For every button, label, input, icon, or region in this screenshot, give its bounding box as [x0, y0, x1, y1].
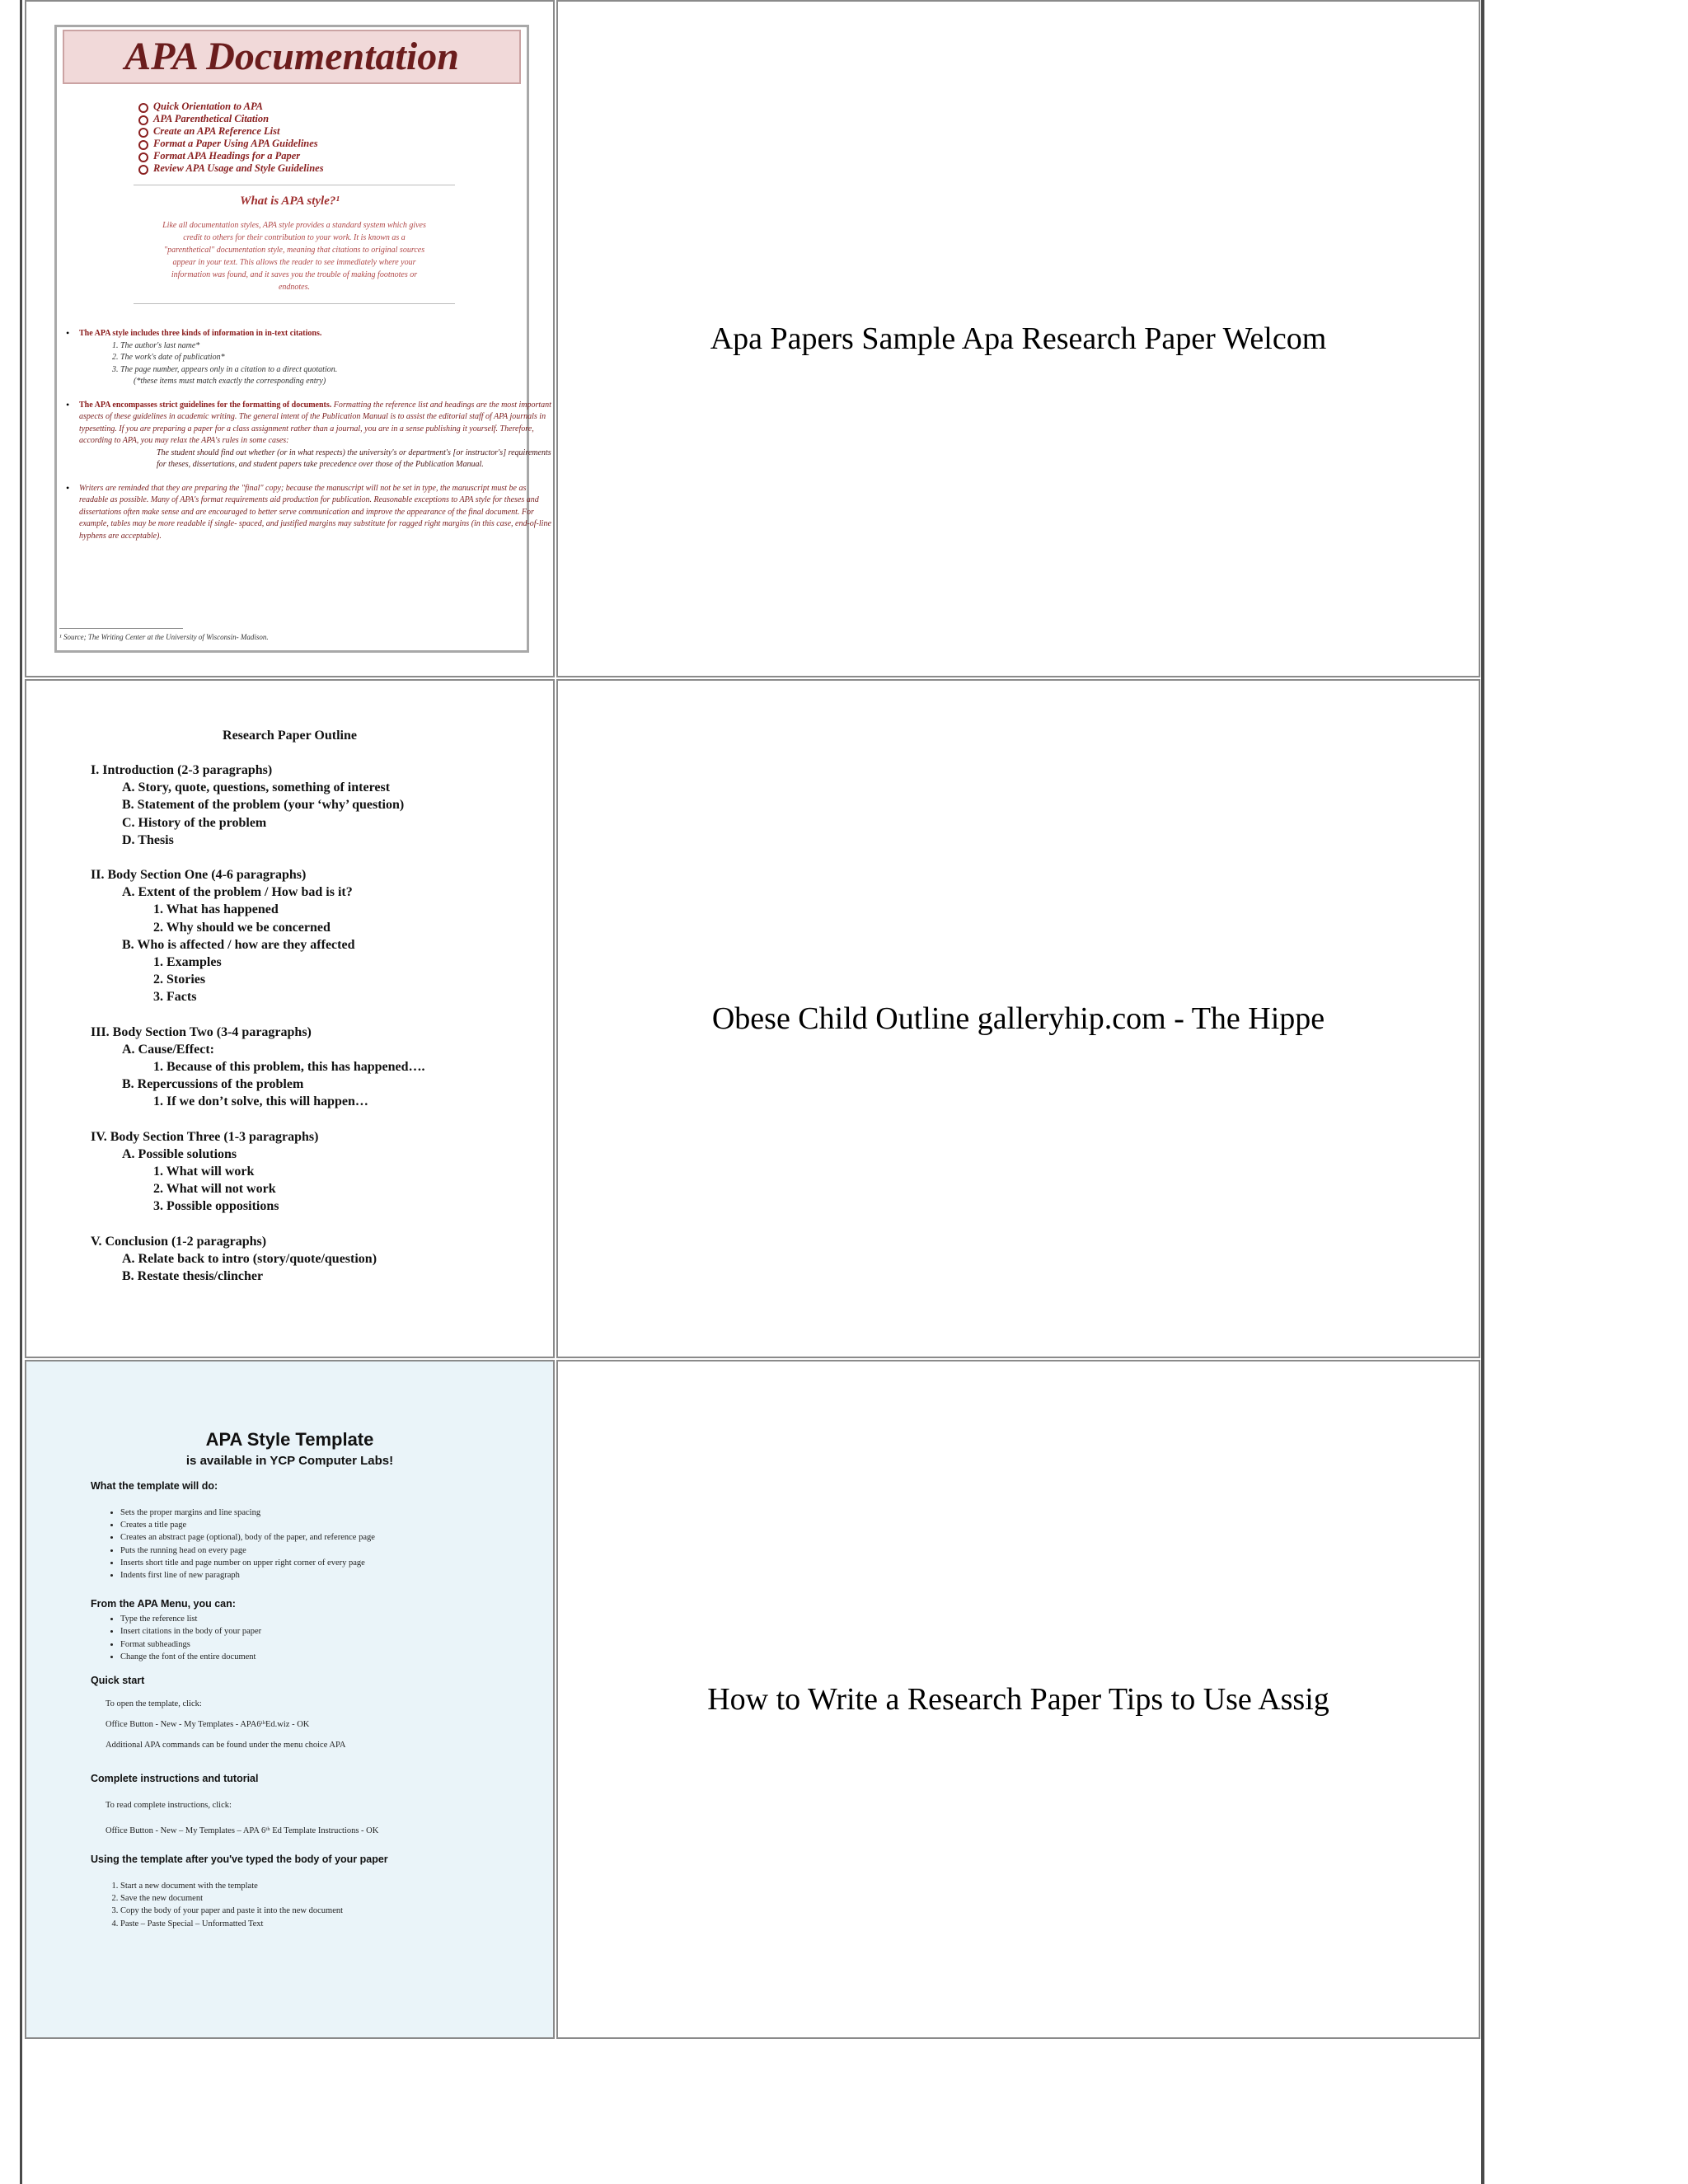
footnote: ¹ Source; The Writing Center at the University of Wisconsin- Madison. [59, 633, 269, 641]
outline-item: 2. Why should we be concerned [153, 920, 331, 935]
image-caption[interactable]: Apa Papers Sample Apa Research Paper Welcom [710, 321, 1327, 356]
outline-item: 2. What will not work [153, 1182, 276, 1197]
instruction-text: To read complete instructions, click: [106, 1801, 232, 1811]
document-title: Research Paper Outline [223, 729, 357, 743]
intro-paragraph: Like all documentation styles, APA style provides a standard system which gives credit to others for their contribution to your work. It is known as a "parenthetical" documentation style, meaning that citations to original sources appear in your text. This allows the reader to see immediately where your information was found, and it saves you the trouble of making footnotes or endnotes. [162, 221, 426, 292]
instruction-text: Office Button - New - My Templates - APA6ᵗʰEd.wiz - OK [106, 1720, 310, 1730]
thumbnail-cell[interactable] [25, 1360, 555, 2039]
list-item: Review APA Usage and Style Guidelines [138, 162, 324, 175]
list-item: • Sets the proper margins and line spacing [120, 1507, 536, 1519]
caption-cell[interactable] [556, 1360, 1480, 2039]
outline-spacer [91, 1216, 425, 1233]
sub-item: (*these items must match exactly the corresponding entry) [134, 377, 326, 386]
outline-item: 3. Possible oppositions [153, 1199, 279, 1214]
list-item: • Format subheadings [120, 1638, 536, 1651]
topic-list [138, 101, 324, 175]
outline-item: 1. If we don’t solve, this will happen… [153, 1094, 368, 1109]
section-heading: Using the template after you've typed the body of your paper [91, 1854, 388, 1866]
section-heading: Quick start [91, 1675, 145, 1687]
section-heading: What the template will do: [91, 1480, 218, 1492]
outline-item: D. Thesis [122, 832, 174, 847]
thumbnail-cell[interactable] [25, 0, 555, 677]
outline-item: B. Who is affected / how are they affected [122, 937, 355, 952]
list-item [66, 328, 552, 388]
document-body [91, 1479, 536, 1930]
list-item: 1. Start a new document with the template [120, 1880, 536, 1892]
outline-item: A. Possible solutions [122, 1146, 237, 1161]
document-title: APA Documentation [63, 30, 521, 84]
feature-list [91, 1507, 536, 1582]
outline-section: III. Body Section Two (3-4 paragraphs) [91, 1024, 312, 1039]
item-text: Formatting the reference list and headings are the most important aspects of these guidelines in academic writing. The general intent of the Publication Manual is to assist the editorial staff of APA journals in typesetting. If you are preparing a paper for a class assignment rather than a journal, you are in a sense publishing it yourself. Therefore, according to APA, you may relax the APA's rules in some cases: [79, 400, 551, 445]
list-item: • Indents first line of new paragraph [120, 1569, 536, 1582]
sub-item: 1. The author's last name* [112, 340, 200, 350]
document-body [66, 328, 552, 554]
apa-documentation-thumbnail [26, 2, 553, 676]
list-item: • Creates a title page [120, 1519, 536, 1531]
outline-item: B. Statement of the problem (your ‘why’ question) [122, 798, 405, 813]
section-heading: From the APA Menu, you can: [91, 1598, 236, 1610]
outline-item: A. Story, quote, questions, something of interest [122, 780, 391, 795]
outline-item: B. Repercussions of the problem [122, 1077, 304, 1092]
list-item: • Type the reference list [120, 1613, 536, 1625]
list-item: Format a Paper Using APA Guidelines [138, 138, 324, 150]
list-item [66, 400, 552, 471]
list-item [66, 483, 552, 543]
list-item: • Insert citations in the body of your paper [120, 1625, 536, 1638]
image-caption[interactable]: Obese Child Outline galleryhip.com - The Hippe [711, 1001, 1325, 1036]
document-title: APA Style Template [205, 1429, 374, 1450]
list-item: Quick Orientation to APA [138, 101, 324, 113]
outline-section: II. Body Section One (4-6 paragraphs) [91, 868, 307, 883]
list-item: 3. Copy the body of your paper and paste it into the new document [120, 1905, 536, 1917]
sub-list [79, 340, 552, 388]
caption-cell[interactable] [556, 679, 1480, 1358]
outline-section: I. Introduction (2-3 paragraphs) [91, 763, 273, 777]
caption-cell[interactable] [556, 0, 1480, 677]
list-item: • Change the font of the entire document [120, 1651, 536, 1663]
outline-spacer [91, 849, 425, 866]
instruction-text: Office Button - New – My Templates – APA 6ᵗʰ Ed Template Instructions - OK [106, 1826, 379, 1836]
item-lead: The APA encompasses strict guidelines for the formatting of documents. [79, 400, 332, 410]
sub-item: 3. The page number, appears only in a citation to a direct quotation. [112, 364, 338, 374]
outline-item: C. History of the problem [122, 815, 267, 830]
list-item: • Inserts short title and page number on upper right corner of every page [120, 1557, 536, 1569]
instruction-text: Additional APA commands can be found under the menu choice APA [106, 1741, 346, 1750]
outline-item: 1. What will work [153, 1165, 255, 1179]
gallery-row [25, 1360, 1480, 2039]
research-outline-thumbnail [26, 681, 553, 1357]
indented-quote [79, 448, 552, 471]
outline-item: 1. Because of this problem, this has happened…. [153, 1060, 425, 1075]
outline-list [91, 762, 425, 1285]
list-item: Create an APA Reference List [138, 125, 324, 138]
outline-item: A. Cause/Effect: [122, 1042, 214, 1057]
outline-item: B. Restate thesis/clincher [122, 1269, 264, 1284]
quote-text: The student should find out whether (or in what respects) the university's or department's [or instructor's] requirements for theses, dissertations, and student papers take precedence over those of the Publication Manual. [157, 448, 551, 469]
outline-item: 1. What has happened [153, 902, 279, 917]
section-heading: What is APA style?¹ [240, 194, 340, 208]
outline-item: 3. Facts [153, 990, 197, 1005]
gallery-row [25, 679, 1480, 1358]
section-heading: Complete instructions and tutorial [91, 1773, 259, 1785]
sub-item: 2. The work's date of publication* [112, 353, 225, 362]
list-item: • Puts the running head on every page [120, 1544, 536, 1557]
list-item: 4. Paste – Paste Special – Unformatted Text [120, 1918, 536, 1930]
list-item: Format APA Headings for a Paper [138, 150, 324, 162]
image-caption[interactable]: How to Write a Research Paper Tips to Use Assig [707, 1682, 1329, 1717]
item-lead: • The APA style includes three kinds of information in in-text citations. [79, 329, 322, 338]
outline-section: V. Conclusion (1-2 paragraphs) [91, 1234, 267, 1249]
outline-item: 1. Examples [153, 955, 222, 970]
list-item: 2. Save the new document [120, 1892, 536, 1905]
thumbnail-cell[interactable] [25, 679, 555, 1358]
item-text: • Writers are reminded that they are preparing the "final" copy; because the manuscript will not be set in type, the manuscript must be as readable as possible. Many of APA's format requirements aid production for publication. Reasonable exceptions to APA style for theses and dissertations often make sense and are encouraged to better serve communication and improve the appearance of the final document. For example, tables may be more readable if single- spaced, and justified margins may substitute for ragged right margins (in this case, end-of-line hyphens are acceptable). [79, 483, 551, 541]
document-subtitle: is available in YCP Computer Labs! [185, 1454, 394, 1468]
outline-item: A. Relate back to intro (story/quote/question) [122, 1251, 377, 1266]
gallery-row [25, 0, 1480, 677]
list-item: APA Parenthetical Citation [138, 113, 324, 125]
outline-item: 2. Stories [153, 972, 206, 987]
steps-list [91, 1880, 536, 1930]
outline-item: A. Extent of the problem / How bad is it? [122, 885, 353, 900]
instruction-text: To open the template, click: [106, 1699, 202, 1709]
apa-template-thumbnail [26, 1361, 553, 2037]
menu-list [91, 1613, 536, 1663]
footnote-rule [59, 628, 183, 629]
outline-spacer [91, 1006, 425, 1024]
outline-spacer [91, 1111, 425, 1128]
divider [134, 303, 455, 304]
list-item: • Creates an abstract page (optional), body of the paper, and reference page [120, 1531, 536, 1544]
outline-section: IV. Body Section Three (1-3 paragraphs) [91, 1129, 319, 1144]
